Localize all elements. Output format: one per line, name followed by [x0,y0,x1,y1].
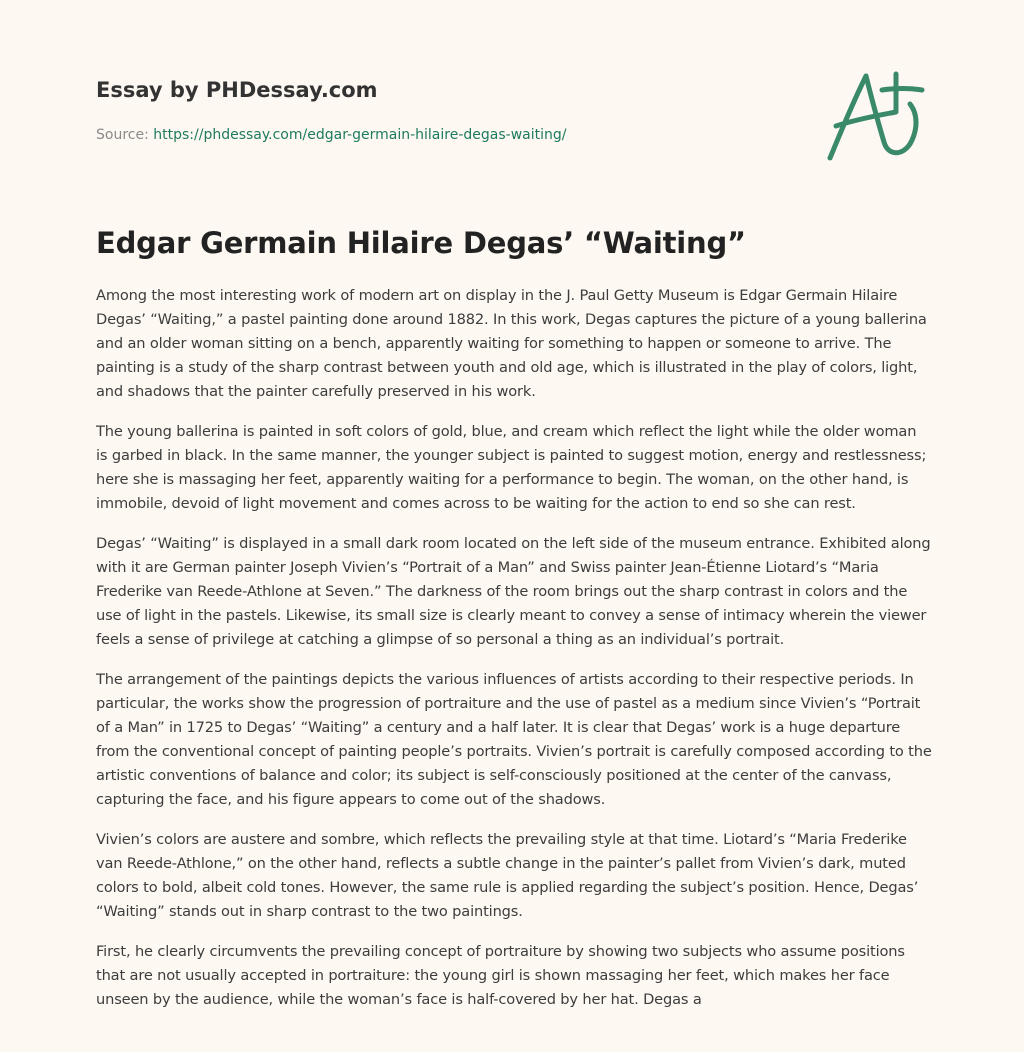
essay-paragraph: First, he clearly circumvents the prevailing concept of portraiture by showing two subjects who assume positions that are not usually accepted in portraiture: the young girl is shown massaging her feet, which makes her face unseen by the audience, while the woman’s face is half-covered by her hat. Degas a [96,943,905,1008]
essay-paragraph: Vivien’s colors are austere and sombre, which reflects the prevailing style at that time. Liotard’s “Maria Frederike van Reede-Athlone,” on the other hand, reflects a subtle change in the painter’s pallet from Vivien’s dark, muted colors to bold, albeit cold tones. However, the same rule is applied regarding the subject’s position. Hence, Degas’ “Waiting” stands out in sharp contrast to the two paintings. [96,831,919,920]
essay-paragraph: The arrangement of the paintings depicts the various influences of artists according to their respective periods. In particular, the works show the progression of portraiture and the use of pastel as a medium since Vivien’s “Portrait of a Man” in 1725 to Degas’ “Waiting” a century and a half later. It is clear that Degas’ work is a huge departure from the conventional concept of painting people’s portraits. Vivien’s portrait is carefully composed according to the artistic conventions of balance and color; its subject is self-consciously positioned at the center of the canvass, capturing the face, and his figure appears to come out of the shadows. [96,671,932,808]
essay-paragraph: Degas’ “Waiting” is displayed in a small dark room located on the left side of the museum entrance. Exhibited along with it are German painter Joseph Vivien’s “Portrait of a Man” and Swiss painter Jean-Étienne Liotard’s “Maria Frederike van Reede-Athlone at Seven.” The darkness of the room brings out the sharp contrast in colors and the use of light in the pastels. Likewise, its small size is clearly meant to convey a sense of intimacy wherein the viewer feels a sense of privilege at catching a glimpse of so personal a thing as an individual’s portrait. [96,535,931,648]
a-plus-grade-icon [822,64,932,164]
source-label: Source: [96,127,149,143]
essay-paragraph: The young ballerina is painted in soft colors of gold, blue, and cream which reflect the light while the older woman is garbed in black. In the same manner, the younger subject is painted to suggest motion, energy and restlessness; here she is massaging her feet, apparently waiting for a performance to begin. The woman, on the other hand, is immobile, devoid of light movement and comes across to be waiting for the action to end so she can rest. [96,423,927,512]
source-line [96,125,796,145]
essay-paragraph: Among the most interesting work of modern art on display in the J. Paul Getty Museum is Edgar Germain Hilaire Degas’ “Waiting,” a pastel painting done around 1882. In this work, Degas captures the picture of a young ballerina and an older woman sitting on a bench, apparently waiting for something to happen or someone to arrive. The painting is a study of the sharp contrast between youth and old age, which is illustrated in the play of colors, light, and shadows that the painter carefully preserved in his work. [96,287,927,400]
essay-header [96,76,796,145]
site-title: Essay by PHDessay.com [96,78,378,102]
source-link[interactable]: https://phdessay.com/edgar-germain-hilaire-degas-waiting/ [153,127,567,143]
essay-body [96,284,932,1028]
essay-title: Edgar Germain Hilaire Degas’ “Waiting” [96,226,746,260]
